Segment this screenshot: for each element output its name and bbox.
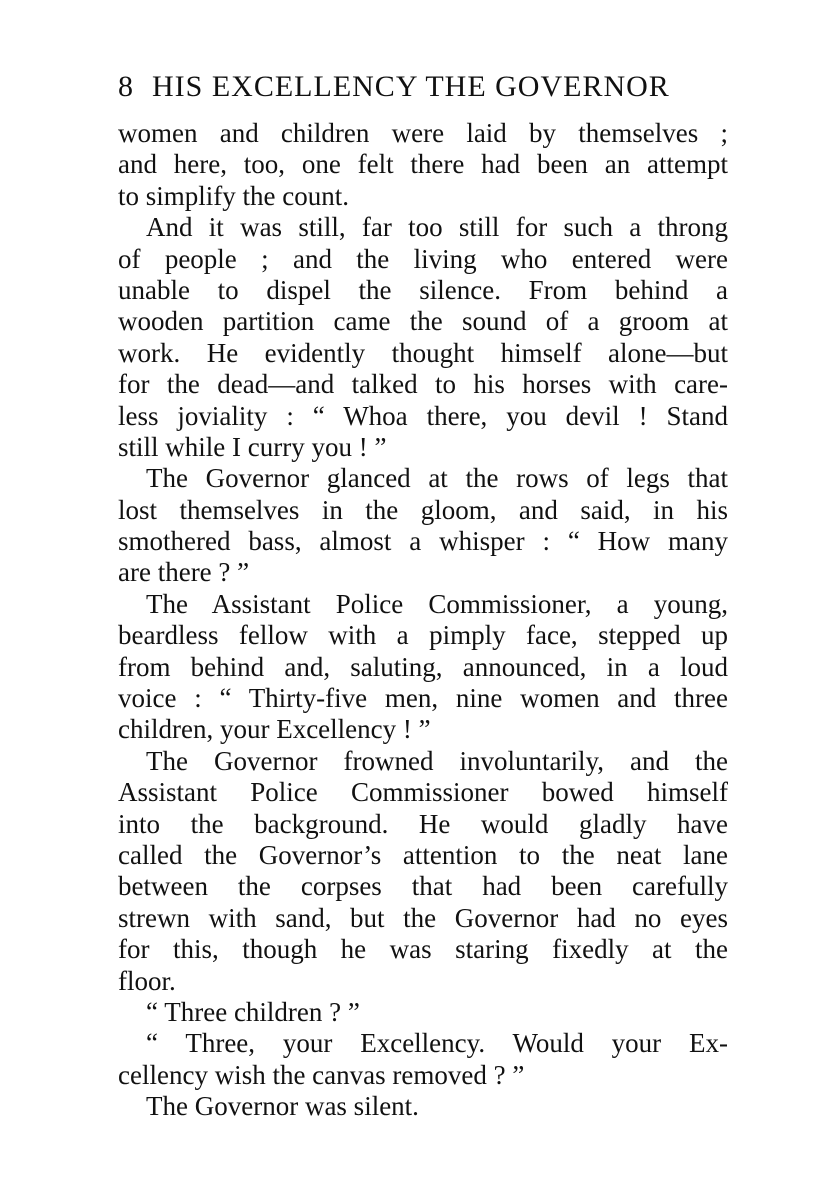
text-line: from behind and, saluting, announced, in a loud [118, 651, 728, 682]
text-line: to simplify the count. [118, 180, 349, 211]
text-line: lost themselves in the gloom, and said, in his [118, 494, 728, 525]
text-line: and here, too, one felt there had been an attempt [118, 149, 728, 180]
text-line: Assistant Police Commissioner bowed himself [118, 777, 728, 808]
text-line: of people ; and the living who entered were [118, 243, 728, 274]
text-line: The Governor glanced at the rows of legs that [146, 463, 728, 494]
text-line: called the Governor’s attention to the neat lane [118, 839, 728, 870]
text-line: And it was still, far too still for such a throng [146, 212, 728, 243]
text-line: beardless fellow with a pimply face, stepped up [118, 620, 728, 651]
running-header [118, 70, 728, 104]
page-number: 8 [118, 70, 134, 103]
text-line: between the corpses that had been carefully [118, 871, 728, 902]
text-line: work. He evidently thought himself alone—but [118, 337, 728, 368]
text-line: cellency wish the canvas removed ? ” [118, 1059, 525, 1090]
text-line: unable to dispel the silence. From behind a [118, 274, 728, 305]
text-line: for this, though he was staring fixedly at the [118, 934, 728, 965]
text-line: wooden partition came the sound of a groom at [118, 306, 728, 337]
body-text [118, 118, 728, 1123]
text-line: The Governor was silent. [146, 1091, 419, 1122]
text-line: smothered bass, almost a whisper : “ How many [118, 526, 728, 557]
text-line: children, your Excellency ! ” [118, 714, 431, 745]
text-line: voice : “ Thirty-five men, nine women and three [118, 683, 728, 714]
text-line: still while I curry you ! ” [118, 431, 387, 462]
text-line: into the background. He would gladly have [118, 808, 728, 839]
text-line: are there ? ” [118, 557, 250, 588]
text-line: The Assistant Police Commissioner, a young, [146, 588, 728, 619]
text-line: women and children were laid by themselves ; [118, 118, 728, 148]
text-line: floor. [118, 965, 176, 996]
running-title: HIS EXCELLENCY THE GOVERNOR [152, 70, 670, 103]
text-line: strewn with sand, but the Governor had no eyes [118, 902, 728, 933]
text-line: The Governor frowned involuntarily, and the [146, 745, 728, 776]
text-line: for the dead—and talked to his horses with care- [118, 369, 728, 400]
text-line: “ Three children ? ” [146, 996, 360, 1027]
text-line: less joviality : “ Whoa there, you devil ! Stand [118, 400, 728, 431]
text-line: “ Three, your Excellency. Would your Ex- [146, 1028, 728, 1059]
